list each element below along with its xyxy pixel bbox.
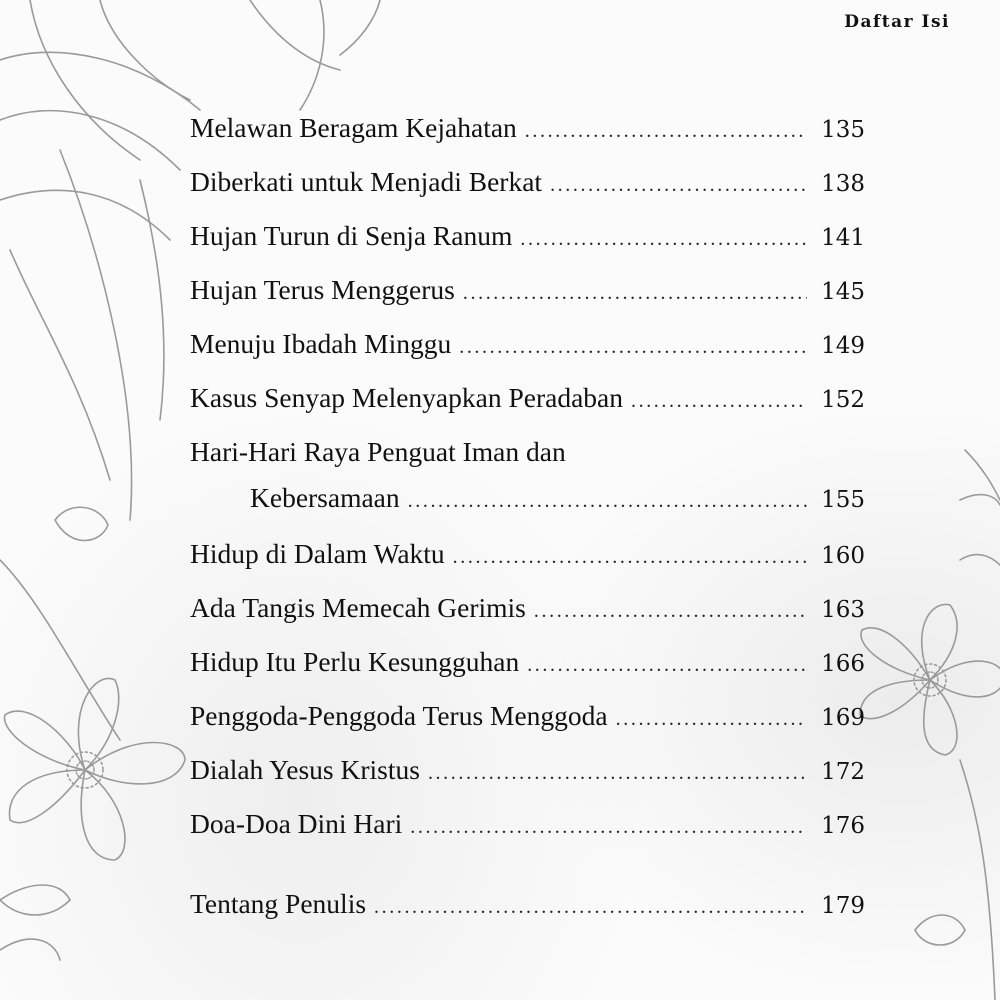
toc-entry-title: Hujan Turun di Senja Ranum (190, 220, 513, 251)
toc-entry-page: 163 (821, 597, 865, 623)
toc-entry-title: Doa-Doa Dini Hari (190, 808, 403, 839)
toc-entry[interactable] (190, 328, 865, 368)
toc-entry[interactable] (190, 888, 865, 928)
leader-dots (408, 490, 807, 513)
toc-entry[interactable] (190, 808, 865, 848)
toc-entry-title: Diberkati untuk Menjadi Berkat (190, 166, 543, 197)
toc-entry-title-line1: Hari-Hari Raya Penguat Iman dan (190, 436, 566, 467)
leader-dots (463, 282, 807, 305)
toc-entry-page: 160 (821, 543, 865, 569)
toc-entry-title: Dialah Yesus Kristus (190, 754, 420, 785)
leader-dots (428, 762, 807, 785)
leader-dots (374, 896, 807, 919)
leader-dots (459, 336, 807, 359)
leader-dots (525, 120, 807, 143)
toc-entry-title: Kasus Senyap Melenyapkan Peradaban (190, 382, 623, 413)
leader-dots (534, 600, 807, 623)
toc-entry[interactable] (190, 592, 865, 632)
toc-entry[interactable] (190, 382, 865, 422)
toc-entry-page: 152 (821, 387, 865, 413)
toc-entry[interactable] (190, 112, 865, 152)
leader-dots (527, 654, 807, 677)
toc-entry-page: 149 (821, 333, 865, 359)
toc-entry[interactable] (190, 646, 865, 686)
toc-entry[interactable] (190, 220, 865, 260)
toc-entry-title: Melawan Beragam Kejahatan (190, 112, 517, 143)
toc-entry-page: 138 (821, 171, 865, 197)
toc-entry-page: 172 (821, 759, 865, 785)
toc-entry-title: Hidup Itu Perlu Kesungguhan (190, 646, 520, 677)
page-header-title: Daftar Isi (844, 12, 950, 32)
toc-entry-title: Menuju Ibadah Minggu (190, 328, 452, 359)
toc-entry-page: 166 (821, 651, 865, 677)
toc-entry-title: Hidup di Dalam Waktu (190, 538, 445, 569)
toc-entry-page: 145 (821, 279, 865, 305)
toc-entry[interactable] (190, 482, 865, 522)
toc-entry-title: Penggoda-Penggoda Terus Menggoda (190, 700, 608, 731)
toc-entry-title: Ada Tangis Memecah Gerimis (190, 592, 526, 623)
leader-dots (550, 174, 807, 197)
toc-entry-title: Hujan Terus Menggerus (190, 274, 455, 305)
leader-dots (520, 228, 807, 251)
toc-entry-page: 155 (821, 487, 865, 513)
toc-entry-page: 135 (821, 117, 865, 143)
leader-dots (616, 708, 807, 731)
leader-dots (410, 816, 807, 839)
toc-entry-page: 141 (821, 225, 865, 251)
toc-entry[interactable] (190, 754, 865, 794)
toc-entry[interactable] (190, 166, 865, 206)
toc-entry-page: 176 (821, 813, 865, 839)
toc-entry-page: 169 (821, 705, 865, 731)
toc-entry-title: Kebersamaan (250, 482, 400, 513)
toc-entry[interactable] (190, 700, 865, 740)
toc-entry-title: Tentang Penulis (190, 888, 367, 919)
toc-entry[interactable] (190, 538, 865, 578)
leader-dots (453, 546, 807, 569)
toc-entry-page: 179 (821, 893, 865, 919)
leader-dots (631, 390, 807, 413)
toc-entry[interactable] (190, 274, 865, 314)
